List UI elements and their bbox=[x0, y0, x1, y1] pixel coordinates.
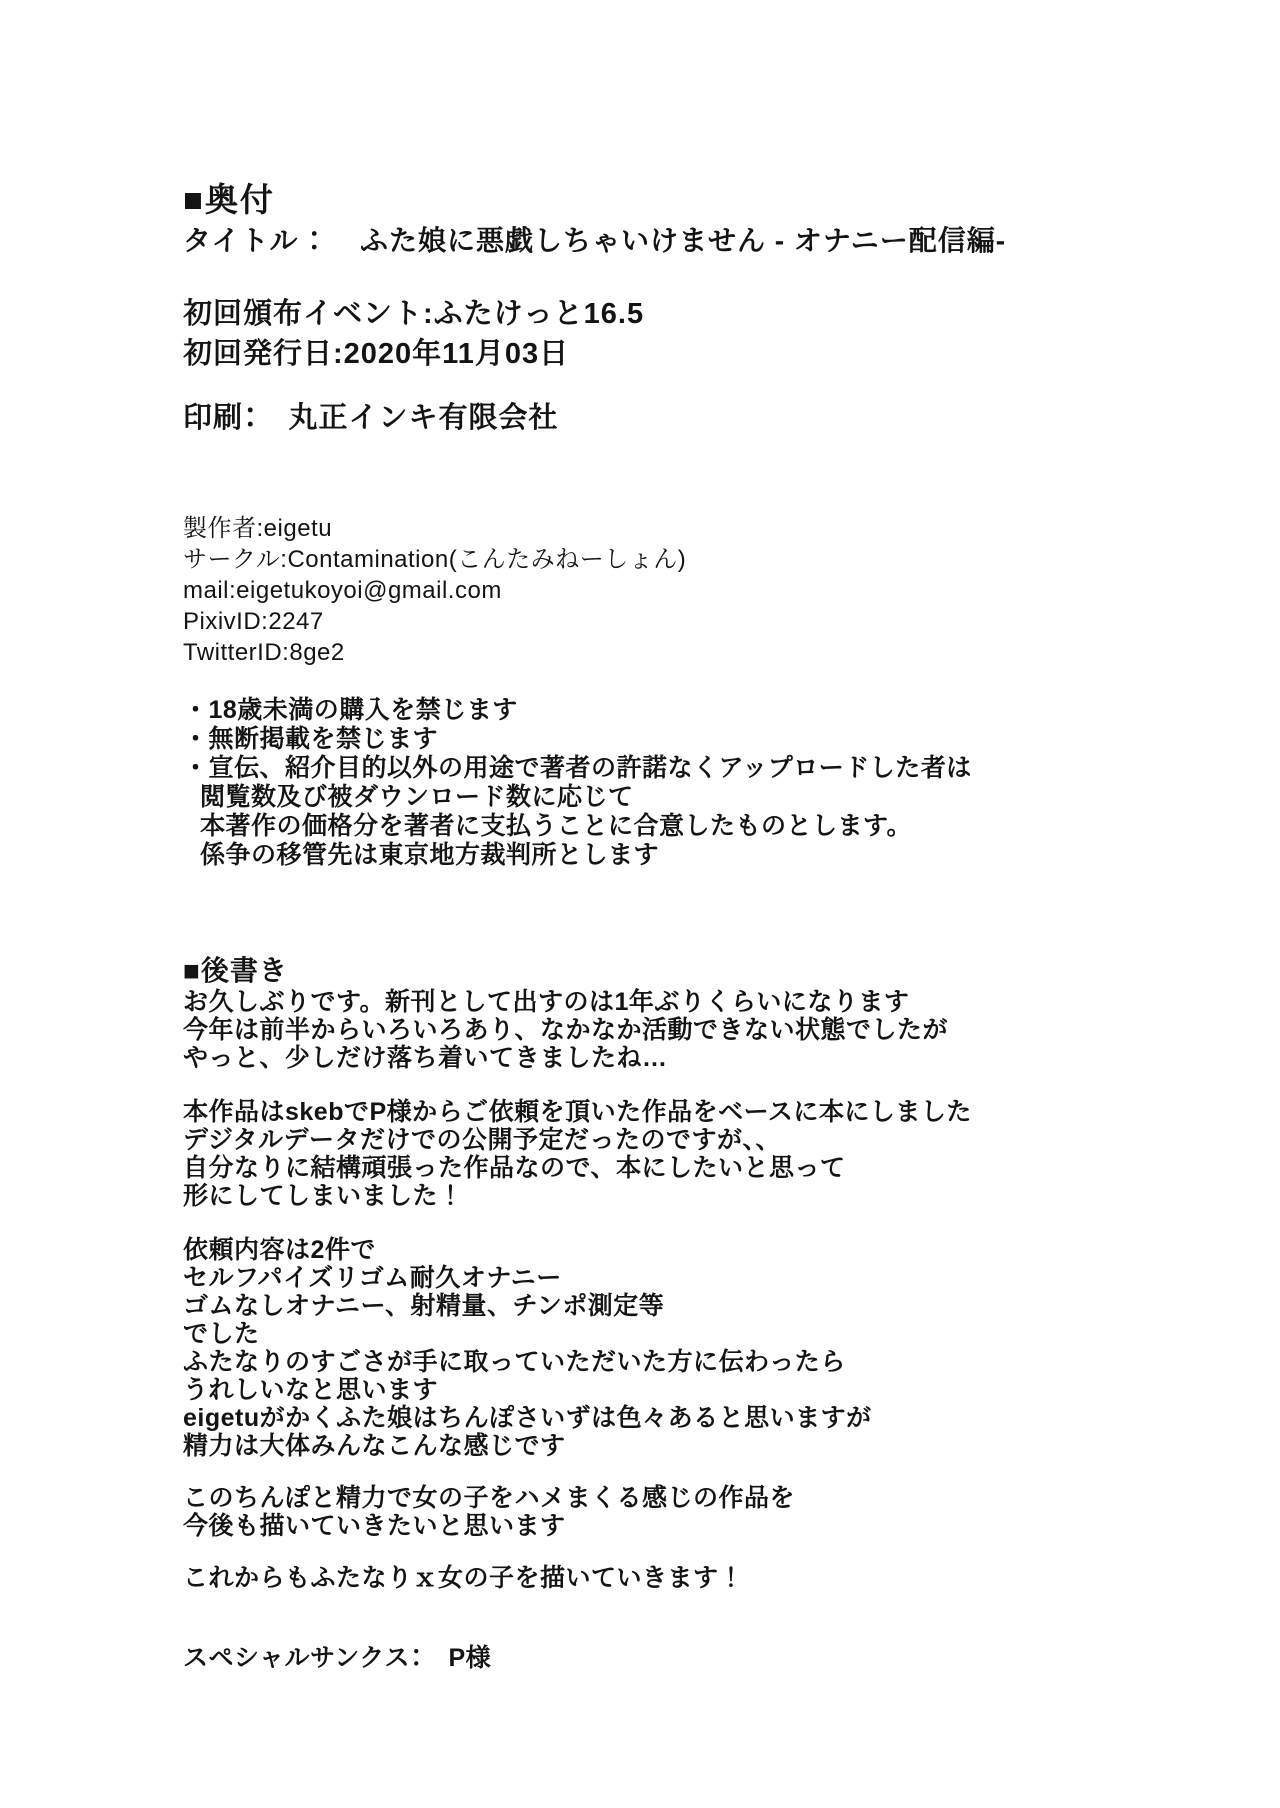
afterword-line: このちんぽと精力で女の子をハメまくる感じの作品を bbox=[183, 1484, 796, 1512]
afterword-line: 本作品はskebでP様からご依頼を頂いた作品をベースに本にしました bbox=[183, 1098, 972, 1126]
afterword-line: セルフパイズリゴム耐久オナニー bbox=[183, 1264, 562, 1292]
printer-line: 印刷： 丸正インキ有限会社 bbox=[183, 402, 559, 434]
afterword-line: ふたなりのすごさが手に取っていただいた方に伝わったら bbox=[183, 1348, 846, 1376]
afterword-line: デジタルデータだけでの公開予定だったのですが、、 bbox=[183, 1126, 782, 1154]
afterword-line: これからもふたなりｘ女の子を描いていきます！ bbox=[183, 1564, 745, 1592]
creator-name-line: 製作者:eigetu bbox=[183, 515, 333, 542]
afterword-line: 今年は前半からいろいろあり、なかなか活動できない状態でしたが bbox=[183, 1016, 949, 1044]
twitter-id-line: TwitterID:8ge2 bbox=[183, 639, 345, 666]
afterword-heading: ■後書き bbox=[183, 955, 288, 986]
afterword-line: 依頼内容は2件で bbox=[183, 1236, 376, 1264]
page-content bbox=[183, 183, 1223, 1672]
afterword-line: 今後も描いていきたいと思います bbox=[183, 1512, 566, 1540]
creator-info-block bbox=[183, 513, 1223, 668]
notice-block bbox=[183, 696, 1223, 870]
pixiv-id-line: PixivID:2247 bbox=[183, 608, 324, 635]
special-thanks-line: スペシャルサンクス： P様 bbox=[183, 1644, 492, 1672]
notice-jurisdiction: 係争の移管先は東京地方裁判所とします bbox=[200, 841, 660, 869]
afterword-line: ゴムなしオナニー、射精量、チンポ測定等 bbox=[183, 1292, 665, 1320]
afterword-line: eigetuがかくふた娘はちんぽさいずは色々あると思いますが bbox=[183, 1404, 872, 1432]
afterword-line: 精力は大体みんなこんな感じです bbox=[183, 1432, 566, 1460]
colophon-heading: ■奥付 bbox=[183, 181, 275, 218]
book-title-line: タイトル ： ふた娘に悪戯しちゃいけません - オナニー配信編- bbox=[183, 225, 1007, 256]
afterword-paragraph-4 bbox=[183, 1484, 1223, 1540]
mail-line: mail:eigetukoyoi@gmail.com bbox=[183, 577, 502, 604]
afterword-paragraph-1 bbox=[183, 988, 1223, 1072]
afterword-paragraph-5 bbox=[183, 1564, 1223, 1592]
afterword-line: 形にしてしまいました！ bbox=[183, 1182, 464, 1210]
afterword-line: 自分なりに結構頑張った作品なので、本にしたいと思って bbox=[183, 1154, 846, 1182]
notice-upload-term-cont1: 閲覧数及び被ダウンロード数に応じて bbox=[200, 783, 634, 811]
first-event-line: 初回頒布イベント:ふたけっと16.5 bbox=[183, 298, 645, 330]
afterword-line: うれしいなと思います bbox=[183, 1376, 439, 1404]
afterword-line: お久しぶりです。新刊として出すのは1年ぶりくらいになります bbox=[183, 988, 910, 1016]
notice-age-restriction: ・18歳未満の購入を禁じます bbox=[183, 696, 518, 724]
notice-upload-term-cont2: 本著作の価格分を著者に支払うことに合意したものとします。 bbox=[200, 812, 913, 840]
afterword-line: でした bbox=[183, 1320, 260, 1348]
afterword-line: やっと、少しだけ落ち着いてきましたね… bbox=[183, 1044, 668, 1072]
circle-name-line: サークル:Contamination(こんたみねーしょん) bbox=[183, 546, 687, 573]
afterword-paragraph-3 bbox=[183, 1236, 1223, 1460]
notice-upload-term: ・宣伝、紹介目的以外の用途で著者の許諾なくアップロードした者は bbox=[183, 754, 972, 782]
first-published-line: 初回発行日:2020年11月03日 bbox=[183, 338, 570, 370]
afterword-paragraph-2 bbox=[183, 1098, 1223, 1210]
notice-no-repost: ・無断掲載を禁じます bbox=[183, 725, 439, 753]
